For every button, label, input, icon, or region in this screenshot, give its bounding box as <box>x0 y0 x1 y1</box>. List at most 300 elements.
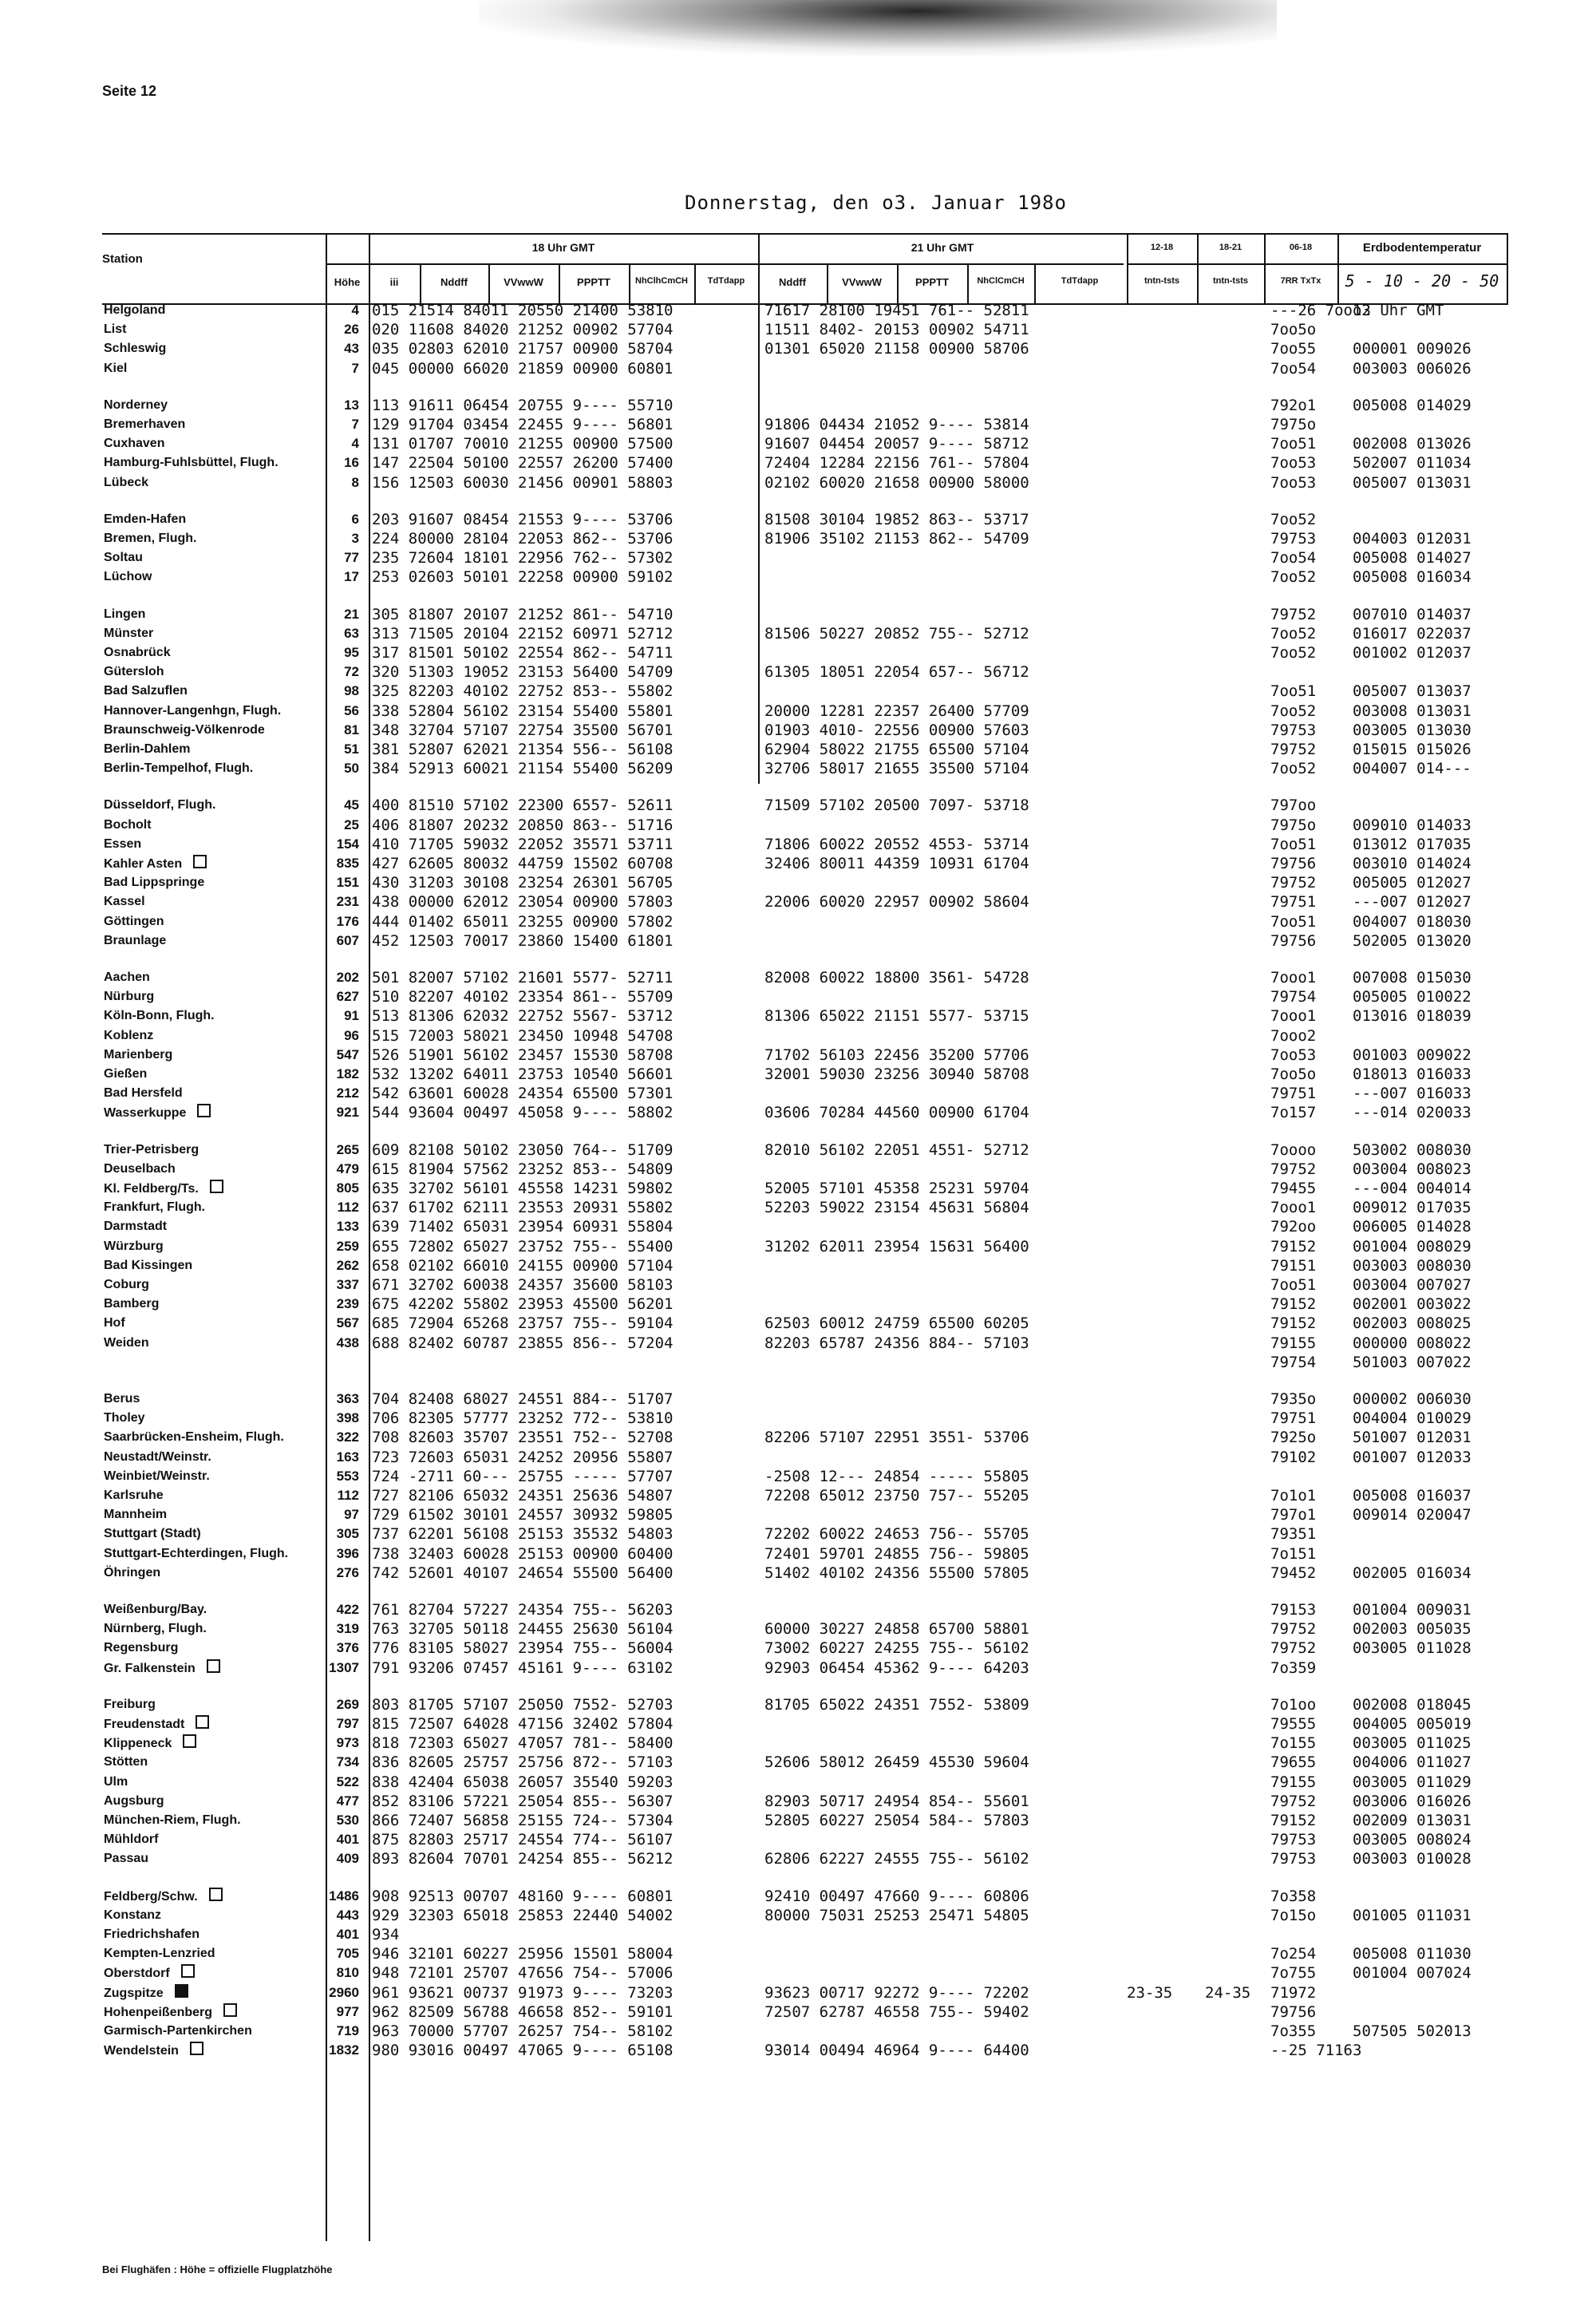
station-height: 921 <box>336 1105 359 1121</box>
table-row <box>0 1334 1596 1352</box>
station-name: Cuxhaven <box>104 437 165 451</box>
station-name: Garmisch-Partenkirchen <box>104 2024 252 2038</box>
table-row <box>0 1199 1596 1216</box>
soil-temperature: 003004 007027 <box>1353 1276 1472 1294</box>
obs-21-utc: 72202 60022 24653 756-- 55705 <box>764 1525 1029 1544</box>
station-name: Hannover-Langenhgn, Flugh. <box>104 703 282 718</box>
precip-06-18: 7o254 <box>1270 1945 1317 1963</box>
station-height: 479 <box>336 1160 359 1176</box>
station-name: Soltau <box>104 551 143 565</box>
station-height: 6 <box>351 511 359 527</box>
precip-06-18: 7oo51 <box>1270 682 1317 701</box>
obs-18-utc: 727 82106 65032 24351 25636 54807 <box>372 1487 674 1504</box>
station-name: Gütersloh <box>104 665 164 679</box>
station-height: 72 <box>344 664 359 680</box>
station-name: Freiburg <box>104 1697 156 1711</box>
precip-06-18: 79752 <box>1270 1620 1317 1639</box>
station-height: 835 <box>336 856 359 871</box>
obs-21-utc: 32406 80011 44359 10931 61704 <box>764 855 1029 872</box>
station-height: 8 <box>351 474 359 490</box>
station-name: Regensburg <box>104 1641 179 1655</box>
obs-21-utc: 72401 59701 24855 756-- 59805 <box>764 1544 1029 1563</box>
obs-21-utc: 82010 56102 22051 4551- 52712 <box>764 1141 1029 1159</box>
precip-06-18: 79152 <box>1270 1237 1317 1255</box>
obs-21-utc: 60000 30227 24858 65700 58801 <box>764 1620 1029 1639</box>
header-period-2: 18-21 <box>1219 243 1242 252</box>
header-obs-18: 18 Uhr GMT <box>531 241 595 254</box>
table-row <box>0 1390 1596 1408</box>
table-row <box>0 988 1596 1006</box>
obs-18-utc: 729 61502 30101 24557 30932 59805 <box>372 1506 674 1524</box>
soil-temperature: 009014 020047 <box>1353 1506 1472 1524</box>
obs-18-utc: 962 82509 56788 46658 852-- 59101 <box>372 2002 674 2021</box>
precip-06-18: 7oo52 <box>1270 568 1317 587</box>
soil-temperature: 004005 005019 <box>1353 1715 1472 1733</box>
table-row <box>0 1984 1596 2002</box>
station-height: 319 <box>336 1621 359 1637</box>
obs-18-utc: 704 82408 68027 24551 884-- 51707 <box>372 1390 674 1408</box>
soil-temperature: ---007 012027 <box>1353 893 1472 911</box>
station-height: 734 <box>336 1754 359 1770</box>
table-row <box>0 969 1596 986</box>
table-row <box>0 1564 1596 1582</box>
table-row <box>0 1257 1596 1275</box>
soil-temperature: 001003 009022 <box>1353 1046 1472 1064</box>
mountain-station-marker-icon <box>175 1984 188 1998</box>
table-row <box>0 530 1596 548</box>
soil-temperature: 502007 011034 <box>1353 454 1472 472</box>
station-name: Passau <box>104 1852 149 1866</box>
table-row <box>0 682 1596 700</box>
mountain-station-marker-icon <box>193 855 207 868</box>
table-row <box>0 1065 1596 1083</box>
obs-18-utc: 156 12503 60030 21456 00901 58803 <box>372 473 674 492</box>
mountain-station-marker-icon <box>196 1715 209 1729</box>
station-height: 56 <box>344 702 359 718</box>
table-row <box>0 1525 1596 1543</box>
station-height: 322 <box>336 1429 359 1445</box>
table-row <box>0 1945 1596 1963</box>
header-period-3-sub: 7RR TxTx <box>1280 276 1321 286</box>
station-name: Emden-Hafen <box>104 512 187 526</box>
soil-temperature: 002008 018045 <box>1353 1695 1472 1714</box>
soil-temperature: 002001 003022 <box>1353 1295 1472 1314</box>
header-period-2-sub: tntn-tsts <box>1213 276 1248 286</box>
station-height: 96 <box>344 1027 359 1043</box>
precip-06-18: 7o755 <box>1270 1964 1317 1983</box>
station-height: 51 <box>344 741 359 757</box>
station-name: Wasserkuppe <box>104 1104 211 1122</box>
station-name: Zugspitze <box>104 1984 188 2002</box>
obs-18-utc: 708 82603 35707 23551 752-- 52708 <box>372 1429 674 1447</box>
table-row <box>0 1354 1596 1371</box>
table-row <box>0 625 1596 642</box>
soil-temperature: 007010 014037 <box>1353 605 1472 623</box>
obs-21-utc: 93014 00494 46964 9---- 64400 <box>764 2042 1029 2060</box>
precip-06-18: --25 71163 <box>1270 2042 1362 2060</box>
precip-06-18: 797o1 <box>1270 1506 1317 1524</box>
station-height: 43 <box>344 341 359 357</box>
precip-06-18: 7oo52 <box>1270 760 1317 778</box>
header-erdboden-depths: 5 - 10 - 20 - 50 <box>1345 271 1499 291</box>
obs-18-utc: 803 81705 57107 25050 7552- 52703 <box>372 1695 674 1714</box>
station-name: Braunlage <box>104 933 167 947</box>
mountain-station-marker-icon <box>210 1180 223 1193</box>
precip-06-18: 7o155 <box>1270 1734 1317 1753</box>
scan-artifact <box>479 0 1277 56</box>
obs-21-utc: 71806 60022 20552 4553- 53714 <box>764 835 1029 853</box>
precip-06-18: 7925o <box>1270 1429 1317 1447</box>
station-name: Braunschweig-Völkenrode <box>104 722 265 737</box>
station-height: 265 <box>336 1141 359 1157</box>
soil-temperature: 003004 008023 <box>1353 1160 1472 1178</box>
station-name: Kempten-Lenzried <box>104 1947 215 1961</box>
table-row <box>0 1734 1596 1752</box>
precip-06-18: 79452 <box>1270 1564 1317 1582</box>
precip-06-18: 79751 <box>1270 1085 1317 1103</box>
precip-06-18: 79754 <box>1270 988 1317 1006</box>
soil-temperature: 003003 008030 <box>1353 1256 1472 1275</box>
station-height: 530 <box>336 1813 359 1828</box>
table-row <box>0 1218 1596 1235</box>
precip-06-18: 7ooo2 <box>1270 1026 1317 1045</box>
obs-18-utc: 313 71505 20104 22152 60971 52712 <box>372 624 674 642</box>
precip-06-18: ---26 7ooo2 <box>1270 302 1371 319</box>
precip-06-18: 79756 <box>1270 855 1317 872</box>
table-row <box>0 1276 1596 1294</box>
precip-06-18: 7oo52 <box>1270 702 1317 720</box>
table-row <box>0 663 1596 681</box>
station-height: 77 <box>344 550 359 566</box>
precip-06-18: 7o1oo <box>1270 1695 1317 1714</box>
station-height: 176 <box>336 913 359 929</box>
precip-06-18: 79155 <box>1270 1334 1317 1352</box>
obs-18-utc: 852 83106 57221 25054 855-- 56307 <box>372 1792 674 1810</box>
obs-18-utc: 637 61702 62111 23553 20931 55802 <box>372 1199 674 1217</box>
mountain-station-marker-icon <box>207 1659 220 1673</box>
station-height: 547 <box>336 1046 359 1062</box>
station-height: 567 <box>336 1315 359 1331</box>
table-row <box>0 932 1596 950</box>
obs-18-utc: 615 81904 57562 23252 853-- 54809 <box>372 1160 674 1178</box>
obs-18-utc: 381 52807 62021 21354 556-- 56108 <box>372 741 674 758</box>
table-row <box>0 340 1596 358</box>
station-name: Klippeneck <box>104 1734 196 1753</box>
obs-18-utc: 131 01707 70010 21255 00900 57500 <box>372 435 674 453</box>
station-height: 805 <box>336 1180 359 1196</box>
table-row <box>0 874 1596 892</box>
header-col-vvwww: VVwwW <box>504 276 543 288</box>
precip-06-18: 7oo53 <box>1270 473 1317 492</box>
obs-21-utc: 11511 8402- 20153 00902 54711 <box>764 321 1029 339</box>
station-name: Weinbiet/Weinstr. <box>104 1469 210 1483</box>
obs-18-utc: 866 72407 56858 25155 724-- 57304 <box>372 1812 674 1829</box>
table-row <box>0 1793 1596 1810</box>
station-name: Augsburg <box>104 1793 164 1808</box>
table-row <box>0 1449 1596 1466</box>
table-row <box>0 2003 1596 2021</box>
obs-18-utc: 893 82604 70701 24254 855-- 56212 <box>372 1850 674 1868</box>
table-row <box>0 2042 1596 2059</box>
obs-18-utc: 838 42404 65038 26057 35540 59203 <box>372 1773 674 1791</box>
station-height: 63 <box>344 625 359 641</box>
footer-note: Bei Flughäfen : Höhe = offizielle Flugplatzhöhe <box>102 2263 333 2275</box>
mountain-station-marker-icon <box>183 1734 196 1748</box>
station-height: 4 <box>351 436 359 452</box>
precip-06-18: 7oo53 <box>1270 454 1317 472</box>
soil-temperature: 005008 011030 <box>1353 1945 1472 1963</box>
obs-21-utc: 81508 30104 19852 863-- 53717 <box>764 510 1029 528</box>
precip-06-18: 79153 <box>1270 1601 1317 1619</box>
obs-18-utc: 015 21514 84011 20550 21400 53810 <box>372 302 674 319</box>
precip-06-18: 7975o <box>1270 816 1317 834</box>
obs-21-utc: 02102 60020 21658 00900 58000 <box>764 473 1029 492</box>
obs-21-utc: 32706 58017 21655 35500 57104 <box>764 760 1029 778</box>
obs-18-utc: 113 91611 06454 20755 9---- 55710 <box>372 396 674 414</box>
header-period-1: 12-18 <box>1150 243 1174 252</box>
obs-18-utc: 706 82305 57777 23252 772-- 53810 <box>372 1409 674 1428</box>
station-height: 3 <box>351 531 359 546</box>
station-height: 45 <box>344 797 359 813</box>
header-period-1-sub: tntn-tsts <box>1144 276 1179 286</box>
obs-21-utc: 61305 18051 22054 657-- 56712 <box>764 663 1029 682</box>
soil-temperature: 002009 013031 <box>1353 1812 1472 1829</box>
obs-18-utc: 688 82402 60787 23855 856-- 57204 <box>372 1334 674 1352</box>
obs-18-utc: 980 93016 00497 47065 9---- 65108 <box>372 2042 674 2060</box>
precip-06-18: 79752 <box>1270 874 1317 892</box>
mountain-station-marker-icon <box>197 1104 211 1117</box>
obs-18-utc: 325 82203 40102 22752 853-- 55802 <box>372 682 674 701</box>
table-row <box>0 1315 1596 1332</box>
table-row <box>0 1506 1596 1524</box>
precip-06-18: 7ooo1 <box>1270 1007 1317 1026</box>
obs-18-utc: 235 72604 18101 22956 762-- 57302 <box>372 549 674 567</box>
obs-18-utc: 655 72802 65027 23752 755-- 55400 <box>372 1237 674 1255</box>
header-erdboden: Erdbodentemperatur <box>1362 241 1482 255</box>
soil-temperature: 004004 010029 <box>1353 1409 1472 1428</box>
table-row <box>0 1409 1596 1427</box>
soil-temperature: 004007 018030 <box>1353 912 1472 931</box>
header-hoehe: Höhe <box>334 276 361 288</box>
obs-18-utc: 020 11608 84020 21252 00902 57704 <box>372 321 674 339</box>
station-height: 363 <box>336 1391 359 1406</box>
table-row <box>0 606 1596 623</box>
soil-temperature: 005007 013031 <box>1353 473 1472 492</box>
station-name: Trier-Petrisberg <box>104 1142 200 1156</box>
table-row <box>0 1964 1596 1982</box>
table-row <box>0 1926 1596 1943</box>
obs-21-utc: 22006 60020 22957 00902 58604 <box>764 893 1029 911</box>
station-name: Berlin-Dahlem <box>104 742 191 756</box>
precip-06-18: 79151 <box>1270 1256 1317 1275</box>
obs-18-utc: 129 91704 03454 22455 9---- 56801 <box>372 416 674 433</box>
precip-06-18: 79751 <box>1270 893 1317 911</box>
table-row <box>0 1468 1596 1485</box>
soil-temperature: 000001 009026 <box>1353 340 1472 358</box>
obs-21-utc: 62904 58022 21755 65500 57104 <box>764 741 1029 758</box>
station-height: 133 <box>336 1219 359 1235</box>
station-name: Karlsruhe <box>104 1489 164 1502</box>
obs-21-utc: 32001 59030 23256 30940 58708 <box>764 1065 1029 1083</box>
table-row <box>0 1180 1596 1197</box>
station-name: Marienberg <box>104 1047 173 1062</box>
obs-21-utc: 72404 12284 22156 761-- 57804 <box>764 454 1029 472</box>
station-name: Weißenburg/Bay. <box>104 1603 207 1616</box>
precip-06-18: 7oo5o <box>1270 1065 1317 1083</box>
obs-21-utc: 91607 04454 20057 9---- 58712 <box>764 435 1029 453</box>
obs-21-utc: 52805 60227 25054 584-- 57803 <box>764 1812 1029 1829</box>
station-name: Tholey <box>104 1411 145 1425</box>
station-height: 182 <box>336 1066 359 1081</box>
header-obs-21: 21 Uhr GMT <box>911 241 974 254</box>
precip-06-18: 7o355 <box>1270 2022 1317 2040</box>
soil-temperature: 005007 013037 <box>1353 682 1472 701</box>
station-name: Würzburg <box>104 1239 164 1253</box>
precip-06-18: 7oo53 <box>1270 1046 1317 1064</box>
station-name: Saarbrücken-Ensheim, Flugh. <box>104 1430 284 1445</box>
obs-18-utc: 815 72507 64028 47156 32402 57804 <box>372 1715 674 1733</box>
station-height: 973 <box>336 1735 359 1751</box>
station-height: 239 <box>336 1296 359 1312</box>
obs-18-utc: 763 32705 50118 24455 25630 56104 <box>372 1620 674 1639</box>
soil-temperature: 507505 502013 <box>1353 2022 1472 2040</box>
obs-21-utc: 81705 65022 24351 7552- 53809 <box>764 1695 1029 1714</box>
table-row <box>0 893 1596 911</box>
obs-18-utc: 761 82704 57227 24354 755-- 56203 <box>372 1601 674 1619</box>
soil-temperature: 001005 011031 <box>1353 1906 1472 1924</box>
soil-temperature: 018013 016033 <box>1353 1065 1472 1083</box>
station-name: Darmstadt <box>104 1220 168 1234</box>
station-name: Osnabrück <box>104 646 171 659</box>
precip-06-18: 79152 <box>1270 1812 1317 1829</box>
soil-temperature: 501003 007022 <box>1353 1353 1472 1371</box>
station-name: Coburg <box>104 1278 149 1291</box>
station-name: Bad Lippspringe <box>104 876 205 890</box>
soil-temperature: 003010 014024 <box>1353 855 1472 872</box>
soil-temperature: 013012 017035 <box>1353 835 1472 853</box>
obs-18-utc: 836 82605 25757 25756 872-- 57103 <box>372 1753 674 1772</box>
table-row <box>0 397 1596 414</box>
soil-temperature: 005005 012027 <box>1353 874 1472 892</box>
station-name: Hof <box>104 1316 125 1330</box>
station-name: Frankfurt, Flugh. <box>104 1200 206 1215</box>
station-height: 7 <box>351 360 359 376</box>
soil-temperature: 016017 022037 <box>1353 624 1472 642</box>
precip-06-18: 79102 <box>1270 1448 1317 1466</box>
station-name: Konstanz <box>104 1908 161 1922</box>
obs-18-utc: 723 72603 65031 24252 20956 55807 <box>372 1448 674 1466</box>
station-height: 26 <box>344 322 359 338</box>
station-name: Freudenstadt <box>104 1715 209 1734</box>
header-period-3: 06-18 <box>1289 243 1313 252</box>
precip-06-18: 79752 <box>1270 605 1317 623</box>
station-height: 810 <box>336 1965 359 1981</box>
station-height: 17 <box>344 569 359 585</box>
header-col-nh-21: NhClCmCH <box>977 276 1025 286</box>
table-row <box>0 1639 1596 1657</box>
station-name: Koblenz <box>104 1028 154 1042</box>
table-row <box>0 1850 1596 1868</box>
header-col-tdtd: TdTdapp <box>707 276 745 286</box>
table-row <box>0 1085 1596 1102</box>
obs-18-utc: 544 93604 00497 45058 9---- 58802 <box>372 1104 674 1122</box>
obs-21-utc: 82008 60022 18800 3561- 54728 <box>764 969 1029 986</box>
soil-temperature: 003008 013031 <box>1353 702 1472 720</box>
soil-temperature: 003005 011025 <box>1353 1734 1472 1753</box>
obs-21-utc: 62503 60012 24759 65500 60205 <box>764 1315 1029 1333</box>
precip-06-18: 792o1 <box>1270 396 1317 414</box>
table-row <box>0 1487 1596 1504</box>
table-row <box>0 360 1596 378</box>
soil-temperature: 13 Uhr GMT <box>1353 302 1444 319</box>
temp-extreme-18-21: 24-35 <box>1205 1983 1251 2002</box>
precip-06-18: 7oo51 <box>1270 435 1317 453</box>
station-height: 553 <box>336 1468 359 1484</box>
obs-21-utc: 71509 57102 20500 7097- 53718 <box>764 797 1029 815</box>
obs-21-utc: 82206 57107 22951 3551- 53706 <box>764 1429 1029 1447</box>
header-col-ppptt: PPPTT <box>577 276 610 288</box>
station-height: 422 <box>336 1602 359 1617</box>
table-row <box>0 1046 1596 1064</box>
station-height: 438 <box>336 1334 359 1350</box>
station-name: Norderney <box>104 397 168 412</box>
obs-18-utc: 515 72003 58021 23450 10948 54708 <box>372 1026 674 1045</box>
table-row <box>0 1429 1596 1446</box>
obs-18-utc: 406 81807 20232 20850 863-- 51716 <box>372 816 674 834</box>
precip-06-18: 7oo51 <box>1270 835 1317 853</box>
soil-temperature: 009010 014033 <box>1353 816 1472 834</box>
obs-18-utc: 444 01402 65011 23255 00900 57802 <box>372 912 674 931</box>
precip-06-18: 7975o <box>1270 416 1317 433</box>
station-height: 7 <box>351 417 359 432</box>
precip-06-18: 7oo5o <box>1270 321 1317 339</box>
precip-06-18: 7oo54 <box>1270 359 1317 378</box>
station-height: 25 <box>344 816 359 832</box>
table-row <box>0 416 1596 433</box>
precip-06-18: 7ooo1 <box>1270 1199 1317 1217</box>
soil-temperature: 005008 014027 <box>1353 549 1472 567</box>
table-row <box>0 1888 1596 1905</box>
station-name: Köln-Bonn, Flugh. <box>104 1009 215 1023</box>
station-height: 50 <box>344 761 359 777</box>
obs-21-utc: -2508 12--- 24854 ----- 55805 <box>764 1467 1029 1485</box>
station-name: Mühldorf <box>104 1832 159 1847</box>
obs-21-utc: 51402 40102 24356 55500 57805 <box>764 1564 1029 1582</box>
station-name: Mannheim <box>104 1508 168 1522</box>
soil-temperature: 002003 005035 <box>1353 1620 1472 1639</box>
obs-21-utc: 93623 00717 92272 9---- 72202 <box>764 1983 1029 2002</box>
station-name: Hamburg-Fuhlsbüttel, Flugh. <box>104 456 279 470</box>
table-row <box>0 511 1596 528</box>
header-station: Station <box>102 252 143 266</box>
station-height: 477 <box>336 1793 359 1809</box>
obs-18-utc: 639 71402 65031 23954 60931 55804 <box>372 1218 674 1236</box>
obs-18-utc: 427 62605 80032 44759 15502 60708 <box>372 855 674 872</box>
station-name: Gießen <box>104 1067 148 1081</box>
table-row <box>0 474 1596 492</box>
obs-18-utc: 948 72101 25707 47656 754-- 57006 <box>372 1964 674 1983</box>
station-height: 212 <box>336 1085 359 1101</box>
station-height: 163 <box>336 1449 359 1465</box>
station-name: Friedrichshafen <box>104 1927 200 1941</box>
table-row <box>0 1620 1596 1638</box>
soil-temperature: 000002 006030 <box>1353 1390 1472 1408</box>
station-name: Nürburg <box>104 990 155 1004</box>
obs-18-utc: 320 51303 19052 23153 56400 54709 <box>372 663 674 682</box>
obs-21-utc: 81506 50227 20852 755-- 52712 <box>764 624 1029 642</box>
table-row <box>0 1104 1596 1121</box>
obs-18-utc: 526 51901 56102 23457 15530 58708 <box>372 1046 674 1064</box>
